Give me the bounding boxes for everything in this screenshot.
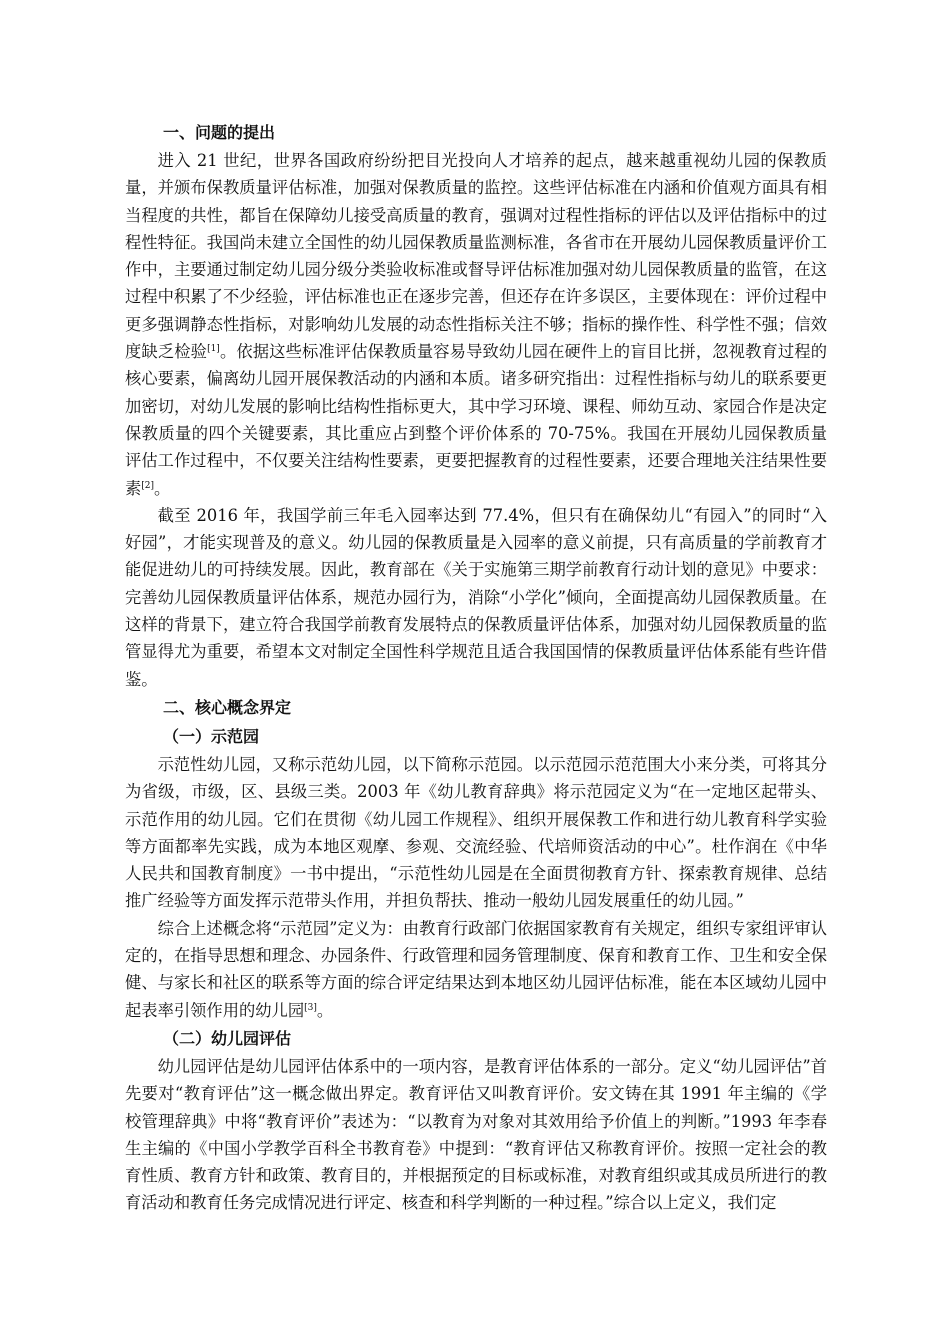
subsection-1-heading: （一）示范园 bbox=[163, 726, 260, 746]
paragraph-text: 综合上述概念将“示范园”定义为：由教育行政部门依据国家教育有关规定，组织专家组评审认定的，在指导思想和理念、办园条件、行政管理和园务管理制度、保育和教育工作、卫生和安全保健、与家长和社区的联系等方面的综合评定结果达到本地区幼儿园评估标准，能在本区域幼儿园中起表率引领作用的幼儿园 bbox=[125, 918, 827, 1020]
document-page bbox=[125, 118, 827, 1217]
paragraph-text: 。依据这些标准评估保教质量容易导致幼儿园在硬件上的盲目比拼，忽视教育过程的核心要素，偏离幼儿园开展保教活动的内涵和本质。诸多研究指出：过程性指标与幼儿的联系要更加密切，对幼儿发展的影响比结构性指标更大，其中学习环境、课程、师幼互动、家园合作是决定保教质量的四个关键要素，其比重应占到整个评价体系的 70-75%。我国在开展幼儿园保教质量评估工作过程中，不仅要关注结构性要素，更要把握教育的过程性要素，还要合理地关注结果性要素 bbox=[125, 342, 827, 498]
paragraph-text: 。 bbox=[154, 478, 171, 498]
subsection-2-heading: （二）幼儿园评估 bbox=[163, 1028, 292, 1048]
subsection-1-paragraph-1: 示范性幼儿园，又称示范幼儿园，以下简称示范园。以示范园示范范围大小来分类，可将其分为省级，市级，区、县级三类。2003 年《幼儿教育辞典》将示范园定义为“在一定地区起带头、示范作用的幼儿园。它们在贯彻《幼儿园工作规程》、组织开展保教工作和进行幼儿教育科学实验等方面都率先实践，成为本地区观摩、参观、交流经验、代培师资活动的中心”。杜作润在《中华人民共和国教育制度》一书中提出，“示范性幼儿园是在全面贯彻教育方针、探索教育规律、总结推广经验等方面发挥示范带头作用，并担负帮扶、推动一般幼儿园发展重任的幼儿园。” bbox=[125, 754, 827, 911]
citation-1: [1] bbox=[207, 344, 220, 355]
citation-2: [2] bbox=[141, 480, 155, 491]
section-1-paragraph-1 bbox=[125, 147, 827, 502]
citation-3: [3] bbox=[304, 1002, 317, 1013]
section-1-heading: 一、问题的提出 bbox=[163, 123, 276, 142]
section-2-heading: 二、核心概念界定 bbox=[163, 697, 292, 717]
subsection-2-paragraph-1: 幼儿园评估是幼儿园评估体系中的一项内容，是教育评估体系的一部分。定义“幼儿园评估”首先要对“教育评估”这一概念做出界定。教育评估又叫教育评价。安文铸在其 1991 年主编的《学校管理辞典》中将“教育评价”表述为：“以教育为对象对其效用给予价值上的判断。”1993 年李春生主编的《中国小学教学百科全书教育卷》中提到：“教育评估又称教育评价。按照一定社会的教育性质、教育方针和政策、教育目的，并根据预定的目标或标准，对教育组织或其成员所进行的教育活动和教育任务完成情况进行评定、核查和科学判断的一种过程。”综合以上定义，我们定 bbox=[125, 1056, 827, 1213]
subsection-1-paragraph-2 bbox=[125, 915, 827, 1024]
paragraph-text: 进入 21 世纪，世界各国政府纷纷把目光投向人才培养的起点，越来越重视幼儿园的保教质量，并颁布保教质量评估标准，加强对保教质量的监控。这些评估标准在内涵和价值观方面具有相当程度的共性，都旨在保障幼儿接受高质量的教育，强调对过程性指标的评估以及评估指标中的过程性特征。我国尚未建立全国性的幼儿园保教质量监测标准，各省市在开展幼儿园保教质量评价工作中，主要通过制定幼儿园分级分类验收标准或督导评估标准加强对幼儿园保教质量的监管，在这过程中积累了不少经验，评估标准也正在逐步完善，但还存在许多误区，主要体现在：评价过程中更多强调静态性指标，对影响幼儿发展的动态性指标关注不够；指标的操作性、科学性不强；信效度缺乏检验 bbox=[125, 151, 827, 362]
section-1-paragraph-2: 截至 2016 年，我国学前三年毛入园率达到 77.4%，但只有在确保幼儿“有园入”的同时“入好园”，才能实现普及的意义。幼儿园的保教质量是入园率的意义前提，只有高质量的学前教育才能促进幼儿的可持续发展。因此，教育部在《关于实施第三期学前教育行动计划的意见》中要求：完善幼儿园保教质量评估体系，规范办园行为，消除“小学化”倾向，全面提高幼儿园保教质量。在这样的背景下，建立符合我国学前教育发展特点的保教质量评估体系，加强对幼儿园保教质量的监管显得尤为重要，希望本文对制定全国性科学规范且适合我国国情的保教质量评估体系能有些许借鉴。 bbox=[125, 505, 827, 689]
paragraph-text: 。 bbox=[316, 1000, 334, 1020]
